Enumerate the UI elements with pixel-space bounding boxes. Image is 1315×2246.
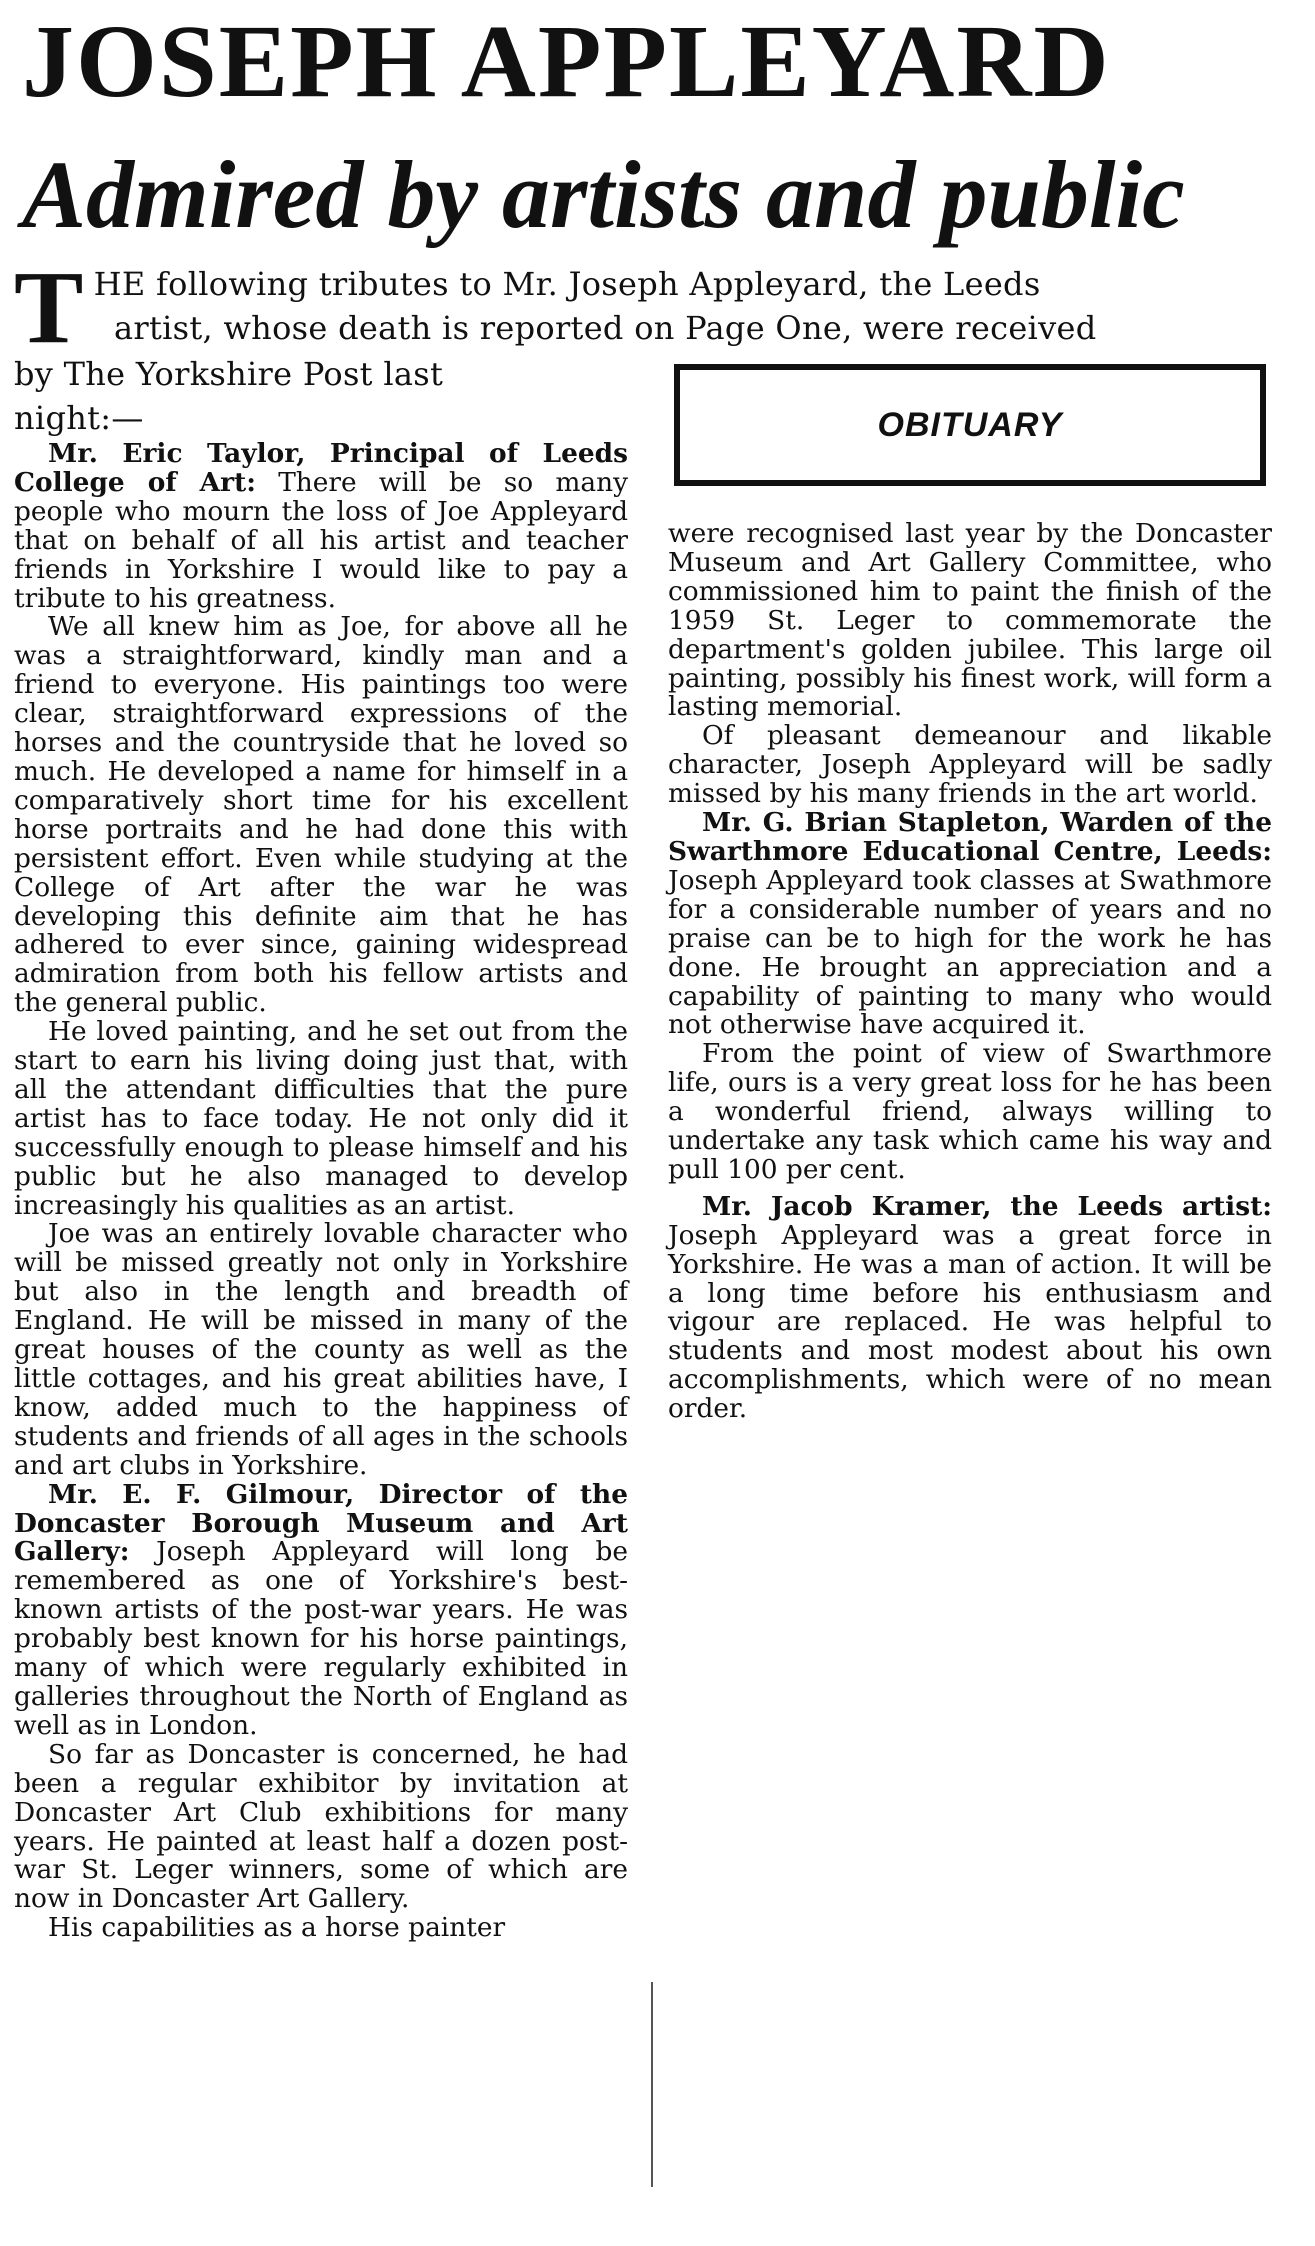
speaker-stapleton: Mr. G. Brian Stapleton, Warden of the Swarthmore Educational Centre, Leeds: — [668, 807, 1272, 867]
intro-paragraph — [14, 250, 1232, 365]
speaker-kramer: Mr. Jacob Kramer, the Leeds artist: — [702, 1190, 1272, 1222]
tribute-text: There will be so many people who mourn the loss of Joe Appleyard that on behalf of all his artist and teacher friends in Yorkshire I would like to pay a tribute to his greatness. — [14, 466, 629, 614]
paragraph: So far as Doncaster is concerned, he had been a regular exhibitor by invitation at Doncaster Art Club exhibitions for many years. He painted at least half a dozen post-war St. Leger winners, some of which are now in Doncaster Art Gallery. — [14, 1738, 628, 1915]
speaker-gilmour: Mr. E. F. Gilmour, Director of the Doncaster Borough Museum and Art Gallery: — [14, 1478, 628, 1568]
subheadline: Admired by artists and public — [22, 141, 1185, 248]
paragraph: We all knew him as Joe, for above all he was a straightforward, kindly man and a friend to everyone. His paintings too were clear, straightforward expressions of the horses and the countryside that he loved so much. He developed a name for himself in a comparatively short time for his excellent horse portraits and he had done this with persistent effort. Even while studying at the College of Art after the war he was developing this definite aim that he has adhered to ever since, gaining widespread admiration from both his fellow artists and the general public. — [14, 611, 628, 1019]
right-column — [668, 520, 1272, 1424]
section-label: OBITUARY — [877, 405, 1063, 444]
headline: JOSEPH APPLEYARD — [22, 4, 1111, 119]
paragraph: Of pleasant demeanour and likable character, Joseph Appleyard will be sadly missed by his many friends in the art world. — [668, 720, 1272, 810]
tribute-text: Joseph Appleyard was a great force in Yorkshire. He was a man of action. It will be a long time before his enthusiasm and vigour are replaced. He was helpful to students and most modest about his own accomplishments, which were of no mean order. — [668, 1219, 1272, 1425]
obituary-label-box — [674, 364, 1266, 486]
tribute-text: Joseph Appleyard will long be remembered as one of Yorkshire's best-known artists of the post-war years. He was probably best known for his horse paintings, many of which were regularly exhibited in galleries throughout the North of England as well as in London. — [14, 1536, 628, 1741]
left-column — [14, 352, 628, 1943]
intro-line-4: night:— — [14, 399, 144, 437]
taylor-tribute — [14, 440, 628, 613]
gilmour-tribute — [14, 1478, 628, 1741]
intro-line-1: HE following tributes to Mr. Joseph Appleyard, the Leeds — [93, 265, 1041, 303]
paragraph: From the point of view of Swarthmore life, ours is a very great loss for he has been a wonderful friend, always willing to undertake any task which came his way and pull 100 per cent. — [668, 1038, 1272, 1185]
drop-cap: T — [14, 250, 84, 365]
paragraph: were recognised last year by the Doncaster Museum and Art Gallery Committee, who commissioned him to paint the finish of the 1959 St. Leger to commemorate the department's golden jubilee. This large oil painting, possibly his finest work, will form a lasting memorial. — [668, 518, 1272, 723]
speaker-taylor: Mr. Eric Taylor, Principal of Leeds College of Art: — [14, 438, 628, 498]
tribute-text: Joseph Appleyard took classes at Swathmore for a considerable number of years and no praise can be to high for the work he has done. He brought an appreciation and a capability of painting to many who would not otherwise have acquired it. — [668, 864, 1272, 1041]
paragraph: His capabilities as a horse painter — [48, 1912, 506, 1944]
paragraph: He loved painting, and he set out from the start to earn his living doing just that, with all the attendant difficulties that the pure artist has to face today. He not only did it successfully enough to please himself and his public but he also managed to develop increasingly his qualities as an artist. — [14, 1016, 628, 1221]
paragraph: Joe was an entirely lovable character who will be missed greatly not only in Yorkshire but also in the length and breadth of England. He will be missed in many of the great houses of the county as well as the little cottages, and his great abilities have, I know, added much to the happiness of students and friends of all ages in the schools and art clubs in Yorkshire. — [14, 1218, 628, 1481]
intro-line-2: artist, whose death is reported on Page One, were received — [114, 309, 1097, 347]
column-divider — [651, 1982, 653, 2187]
kramer-tribute — [668, 1190, 1272, 1425]
stapleton-tribute — [668, 809, 1272, 1040]
intro-line-3: by The Yorkshire Post last — [14, 355, 444, 393]
